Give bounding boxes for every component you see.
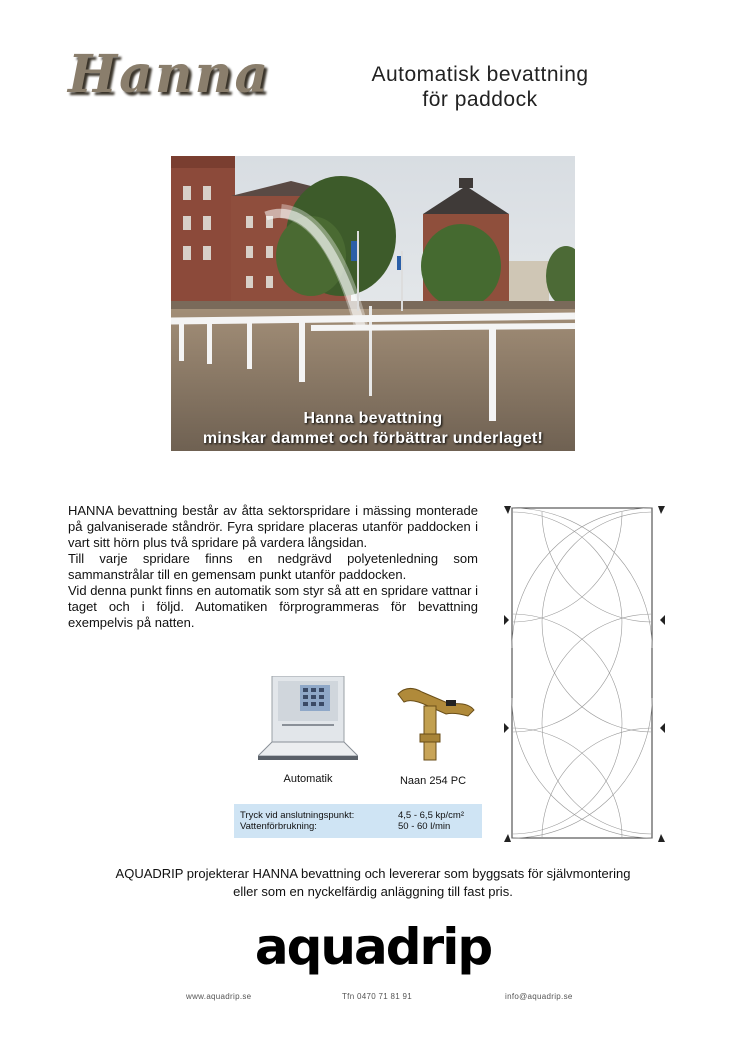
footer-line-2: eller som en nyckelfärdig anläggning till fast pris. [233, 884, 513, 899]
footer-line-1: AQUADRIP projekterar HANNA bevattning och levererar som byggsats för självmontering [115, 866, 631, 881]
spec-pressure-label: Tryck vid anslutningspunkt: [240, 810, 355, 821]
automatik-label: Automatik [283, 773, 333, 785]
spec-flow-value: 50 - 60 l/min [398, 821, 451, 832]
subtitle-line-1: Automatisk bevattning [371, 63, 589, 86]
subtitle-line-2: för paddock [422, 88, 538, 111]
sprinkler-coverage-diagram [498, 502, 666, 844]
photo-caption-line-1: Hanna bevattning [303, 410, 443, 427]
spec-box [234, 804, 482, 838]
intro-paragraph-3: Vid denna punkt finns en automatik som styr så att en spridare vattnar i taget och i följd. Automatiken förprogrammeras för bevattning exempelvis på natten. [68, 583, 478, 630]
naan-label: Naan 254 PC [399, 775, 467, 787]
intro-paragraph-1: HANNA bevattning består av åtta sektorspridare i mässing monterade på galvaniserade ståndrör. Fyra spridare placeras utanför paddocken i vart sitt hörn plus två spridare på vardera långsidan. [68, 503, 478, 550]
phone-number: Tfn 0470 71 81 91 [342, 992, 413, 1001]
spec-pressure-value: 4,5 - 6,5 kp/cm² [398, 810, 464, 821]
footer-paragraph [78, 865, 668, 901]
page-subtitle [340, 62, 620, 112]
sprinkler-head-image [388, 680, 478, 764]
controller-image [258, 676, 358, 764]
email-link[interactable]: info@aquadrip.se [505, 992, 573, 1001]
product-automatik [258, 676, 358, 786]
aquadrip-logo: aquadrip [254, 918, 492, 976]
product-naan-254-pc [388, 680, 478, 786]
spec-flow-label: Vattenförbrukning: [240, 821, 317, 832]
paddock-photo [171, 156, 575, 451]
photo-caption [171, 409, 575, 449]
photo-caption-line-2: minskar dammet och förbättrar underlaget! [202, 430, 544, 447]
website-link[interactable]: www.aquadrip.se [186, 992, 252, 1001]
paddock-illustration [171, 156, 575, 451]
hanna-logo: Hanna [68, 44, 271, 105]
intro-paragraph-2: Till varje spridare finns en nedgrävd polyetenledning som sammanstrålar till en gemensam punkt utanför paddocken. [68, 551, 478, 582]
intro-text [68, 503, 478, 631]
